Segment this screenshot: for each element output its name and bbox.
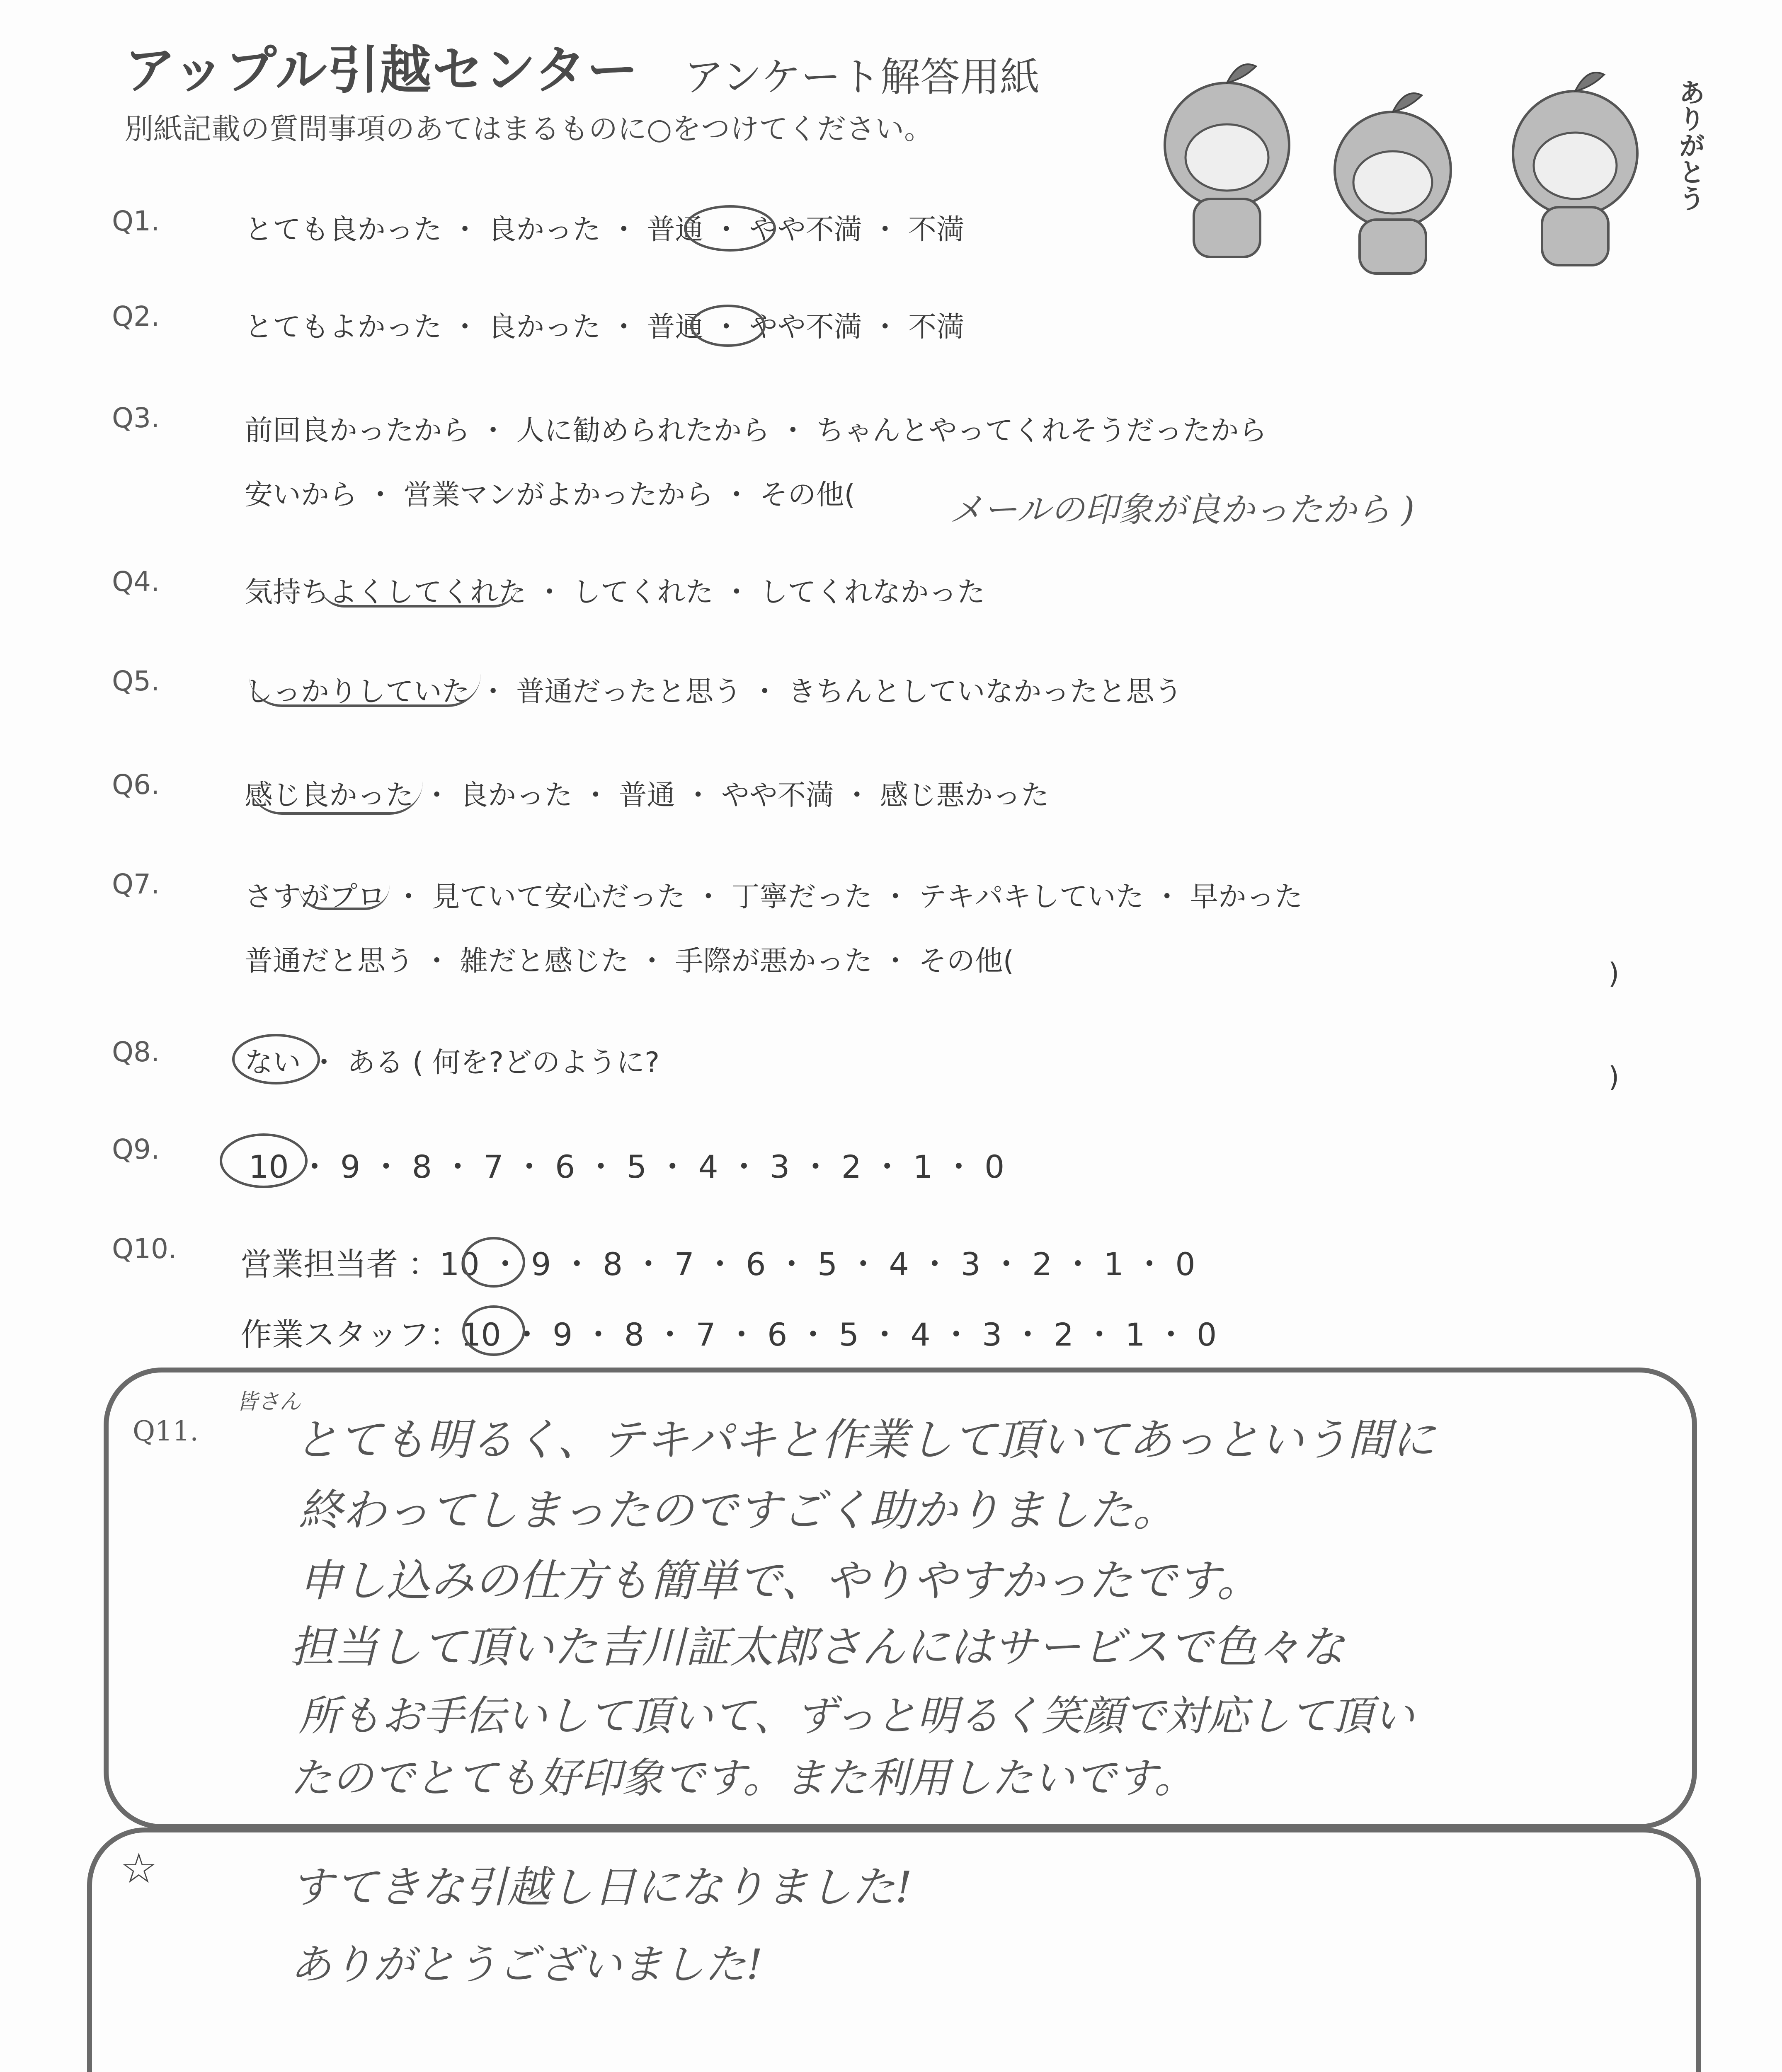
q2-options: とてもよかった ・ 良かった ・ 普通 ・ やや不満 ・ 不満 — [245, 311, 965, 344]
q11-label: Q11. — [133, 1415, 199, 1447]
q11-line-6: たのでとても好印象です。また利用したいです。 — [290, 1754, 1195, 1802]
q6-options: 感じ良かった ・ 良かった ・ 普通 ・ やや不満 ・ 感じ悪かった — [245, 779, 1049, 812]
q2-answer-circle — [690, 305, 766, 347]
q1-options: とても良かった ・ 良かった ・ 普通 ・ やや不満 ・ 不満 — [245, 213, 965, 246]
q5-answer-mark — [249, 671, 481, 707]
form-instruction: 別紙記載の質問事項のあてはまるものに○をつけてください。 — [124, 112, 933, 146]
q10-sales-options: 営業担当者 ：10 ・ 9 ・ 8 ・ 7 ・ 6 ・ 5 ・ 4 ・ 3 ・ 2 ・ 1 ・ 0 — [240, 1246, 1195, 1283]
q11-line-4: 担当して頂いた吉川証太郎さんにはサービスで色々な — [290, 1622, 1345, 1673]
mascot-text: ありがとう — [1674, 79, 1705, 211]
q10-staff-answer-circle — [462, 1305, 525, 1356]
q8-label: Q8. — [112, 1036, 160, 1068]
q4-answer-mark — [319, 580, 518, 608]
q3-label: Q3. — [112, 402, 160, 434]
q11-line-2: 終わってしまったのですごく助かりました。 — [298, 1485, 1177, 1536]
q6-answer-mark — [249, 775, 423, 815]
q10-staff-options: 作業スタッフ：10 ・ 9 ・ 8 ・ 7 ・ 6 ・ 5 ・ 4 ・ 3 ・ 2 ・ 1 ・ 0 — [240, 1316, 1217, 1353]
q10-sales-answer-circle — [462, 1237, 525, 1288]
q4-label: Q4. — [112, 566, 160, 598]
q11-line-1: とても明るく、テキパキと作業して頂いてあっという間に — [294, 1414, 1435, 1465]
q3-options-line1: 前回良かったから ・ 人に勧められたから ・ ちゃんとやってくれそうだったから — [245, 414, 1267, 447]
q7-answer-mark — [298, 874, 390, 910]
star-line-2: ありがとうございました! — [290, 1940, 763, 1989]
q7-options-line2: 普通だと思う ・ 雑だと感じた ・ 手際が悪かった ・ その他( — [245, 945, 1014, 978]
q10-label: Q10. — [112, 1233, 177, 1265]
q8-options: ない ・ ある ( 何を?どのように? — [245, 1046, 660, 1079]
star-line-1: すてきな引越し日になりました! — [290, 1862, 912, 1912]
q1-label: Q1. — [112, 205, 160, 237]
q5-options: しっかりしていた ・ 普通だったと思う ・ きちんとしていなかったと思う — [245, 675, 1183, 708]
q7-options-line1: さすがプロ ・ 見ていて安心だった ・ 丁寧だった ・ テキパキしていた ・ 早かった — [245, 881, 1303, 913]
q5-label: Q5. — [112, 665, 160, 697]
q8-answer-circle — [232, 1034, 320, 1084]
q2-label: Q2. — [112, 300, 160, 332]
q9-answer-circle — [220, 1133, 308, 1188]
q9-label: Q9. — [112, 1133, 160, 1165]
q11-prefix: 皆さん — [236, 1389, 301, 1414]
form-title: アップル引越センター — [124, 41, 639, 100]
form-subtitle: アンケート解答用紙 — [684, 54, 1040, 100]
q1-answer-circle — [684, 205, 776, 252]
q6-label: Q6. — [112, 769, 160, 801]
q4-options: 気持ちよくしてくれた ・ してくれた ・ してくれなかった — [245, 576, 985, 609]
q3-options-line2: 安いから ・ 営業マンがよかったから ・ その他( — [245, 479, 855, 511]
q7-close-paren: ) — [1608, 957, 1620, 990]
q9-options: 10 ・ 9 ・ 8 ・ 7 ・ 6 ・ 5 ・ 4 ・ 3 ・ 2 ・ 1 ・ 0 — [249, 1148, 1005, 1185]
q11-line-3: 申し込みの仕方も簡単で、やりやすかったです。 — [298, 1555, 1261, 1606]
q7-label: Q7. — [112, 868, 160, 900]
q8-close-paren: ) — [1608, 1061, 1620, 1094]
mascot-illustration — [1144, 50, 1708, 282]
q3-handwritten-answer: メールの印象が良かったから ) — [949, 490, 1415, 530]
star-icon: ☆ — [120, 1844, 158, 1893]
q11-line-5: 所もお手伝いして頂いて、ずっと明るく笑顔で対応して頂い — [298, 1692, 1414, 1740]
